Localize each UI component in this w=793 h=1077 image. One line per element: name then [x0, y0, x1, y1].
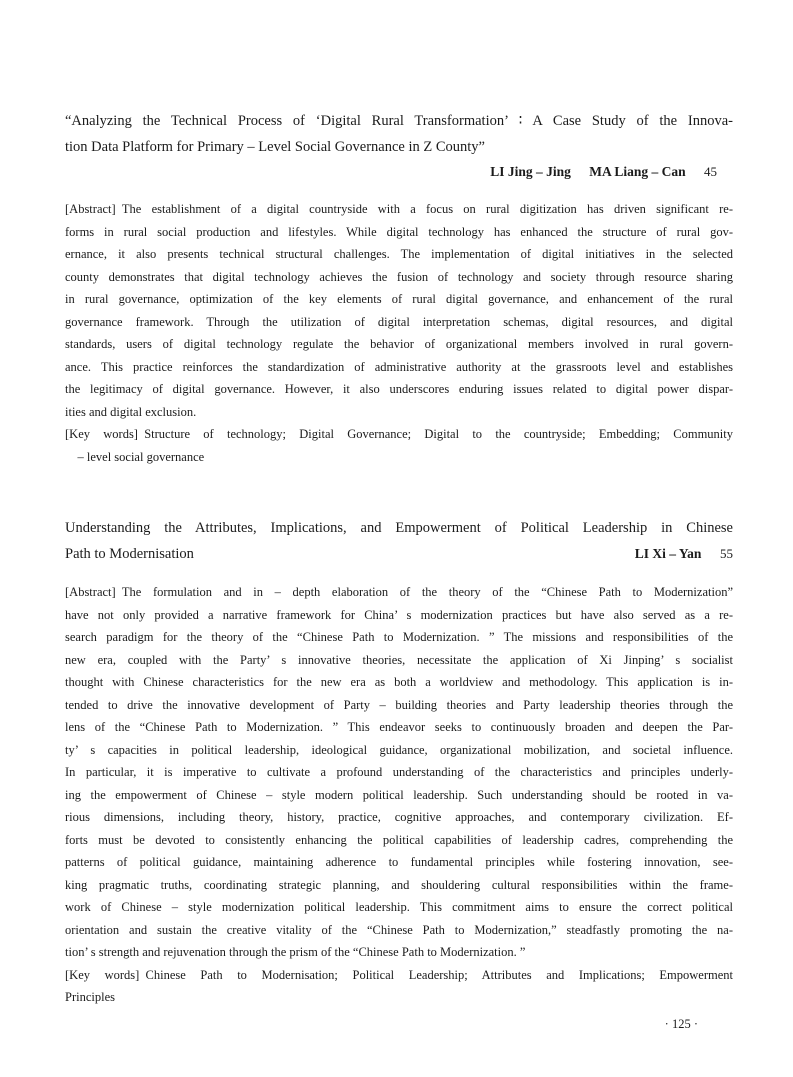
text-line: patterns of political guidance, maintaining adherence to fundamental principles while fostering innovation, see- — [65, 855, 733, 869]
article-1-title — [65, 108, 733, 160]
author-name: LI Xi – Yan — [634, 546, 702, 561]
text-line: ities and digital exclusion. — [65, 404, 197, 419]
text-line: lens of the “Chinese Path to Modernization. ” This endeavor seeks to continuously broaden and deepen the Par- — [65, 720, 733, 734]
text-line: standards, users of digital technology regulate the behavior of organizational members involved in rural govern- — [65, 337, 733, 351]
article-2-authors — [635, 541, 733, 567]
text-line: [Key words] Chinese Path to Modernisation; Political Leadership; Attributes and Implications; Empowerment — [65, 967, 733, 982]
text-line: county demonstrates that digital technology achieves the fusion of technology and society through resource sharing — [65, 269, 733, 284]
article-1-authors-line — [65, 160, 733, 184]
text-line: tion’ s strength and rejuvenation through the prism of the “Chinese Path to Modernization. ” — [65, 945, 526, 959]
text-line: In particular, it is imperative to cultivate a profound understanding of the characteristics and principles underly- — [65, 765, 733, 779]
text-line: have not only provided a narrative framework for China’ s modernization practices but have also served as a re- — [65, 607, 733, 622]
text-line: ty’ s capacities in political leadership, ideological guidance, organizational mobilization, and societal influence. — [65, 742, 733, 757]
text-line: rious dimensions, including theory, history, practice, cognitive approaches, and contemporary civilization. Ef- — [65, 810, 733, 824]
author-name: LI Jing – Jing — [490, 164, 571, 179]
article-2-title — [65, 515, 733, 541]
folio-page-number: · 125 · — [664, 1016, 698, 1031]
text-line: Understanding the Attributes, Implications, and Empowerment of Political Leadership in Chinese — [65, 520, 733, 536]
text-line: king pragmatic truths, coordinating strategic planning, and shouldering cultural responsibilities within the frame- — [65, 877, 733, 892]
article-page-number: 55 — [720, 546, 733, 561]
text-line: governance framework. Through the utilization of digital interpretation schemas, digital resources, and digital — [65, 314, 733, 329]
text-line: [Abstract] The establishment of a digital countryside with a focus on rural digitization has driven significant re- — [65, 202, 733, 216]
text-line: thought with Chinese characteristics for the new era as both a worldview and methodology. This application is in- — [65, 675, 733, 689]
text-line: orientation and sustain the creative vitality of the “Chinese Path to Modernization,” steadfastly promoting the na- — [65, 922, 733, 937]
article-1-keywords — [65, 423, 733, 468]
article-2-title-authors-line — [65, 541, 733, 567]
article-2-keywords — [65, 964, 733, 1009]
text-line: forms in rural social production and lifestyles. While digital technology has enhanced the structure of rural gov- — [65, 224, 733, 239]
text-line: tion Data Platform for Primary – Level Social Governance in Z County” — [65, 139, 485, 155]
article-2-title-last-line: Path to Modernisation — [65, 546, 194, 562]
text-line: new era, coupled with the Party’ s innovative theories, necessitate the application of Xi Jinping’ s socialist — [65, 652, 733, 667]
text-line: forts must be devoted to consistently enhancing the political capabilities of leadership cadres, comprehending the — [65, 832, 733, 847]
text-line: “Analyzing the Technical Process of ‘Digital Rural Transformation’ ∶ A Case Study of the Innova- — [65, 113, 733, 129]
text-line: tended to drive the innovative development of Party – building theories and Party leadership theories through the — [65, 697, 733, 712]
article-entry-1 — [65, 108, 733, 468]
article-2-abstract — [65, 581, 733, 964]
text-line: [Key words] Structure of technology; Digital Governance; Digital to the countryside; Embedding; Community — [65, 427, 733, 441]
text-line: work of Chinese – style modernization political leadership. This commitment aims to ensure the correct political — [65, 900, 733, 914]
author-name: MA Liang – Can — [589, 164, 686, 179]
text-line: ing the empowerment of Chinese – style modern political leadership. Such understanding should be rooted in va- — [65, 787, 733, 802]
article-entry-2 — [65, 515, 733, 1009]
text-line: – level social governance — [65, 449, 205, 464]
article-page-number: 45 — [704, 164, 717, 179]
text-line: search paradigm for the theory of the “Chinese Path to Modernization. ” The missions and responsibilities of the — [65, 630, 733, 644]
page-footer — [65, 1013, 733, 1036]
text-line: Principles — [65, 990, 115, 1004]
text-line: ernance, it also presents technical structural challenges. The implementation of digital initiatives in the selected — [65, 247, 733, 261]
text-line: ance. This practice reinforces the standardization of administrative authority at the grassroots level and establishes — [65, 359, 733, 374]
text-line: the legitimacy of digital governance. However, it also underscores enduring issues related to digital power dispar- — [65, 382, 733, 396]
article-1-abstract — [65, 198, 733, 423]
text-line: [Abstract] The formulation and in – depth elaboration of the theory of the “Chinese Path to Modernization” — [65, 585, 733, 599]
text-line: in rural governance, optimization of the key elements of rural digital governance, and enhancement of the rural — [65, 292, 733, 306]
